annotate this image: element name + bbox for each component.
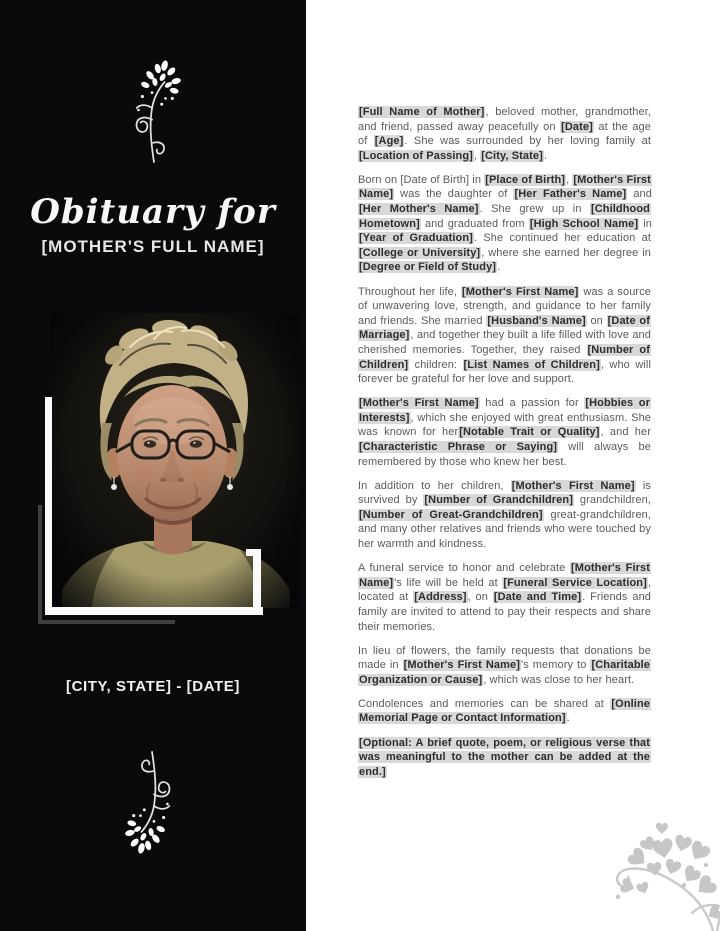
- placeholder-field: [Date]: [561, 120, 593, 133]
- page-title: Obituary for: [30, 192, 276, 232]
- body-text: In lieu of flowers, the family requests that donations be made in: [358, 644, 651, 672]
- body-text: children:: [409, 358, 463, 371]
- body-text: in: [639, 217, 652, 230]
- placeholder-field: [Number of Great-Grandchildren]: [359, 508, 543, 521]
- body-text: on: [586, 314, 607, 327]
- paragraph: [358, 561, 651, 634]
- placeholder-field: [Mother's First Name]: [359, 397, 479, 410]
- placeholder-field: [Mother's First Name]: [403, 659, 521, 672]
- placeholder-field: [College or University]: [359, 246, 481, 259]
- floral-sprig-icon: [119, 750, 187, 858]
- body-text: was a source of unwavering love, strength, and guidance to her family and friends. She married: [358, 285, 652, 327]
- mother-portrait-photo: [50, 313, 300, 608]
- body-text: grandchildren,: [573, 494, 652, 507]
- body-text: ,: [566, 173, 573, 186]
- photo-frame-right-line: [253, 549, 261, 615]
- obituary-body: [358, 105, 651, 789]
- paragraph: [358, 105, 651, 163]
- body-text: great-grandchildren, and many other relatives and friends who were touched by her warmth and kindness.: [358, 508, 652, 551]
- placeholder-field: [Her Mother's Name]: [359, 203, 479, 216]
- placeholder-field: [Full Name of Mother]: [359, 106, 485, 118]
- body-text: 's memory to: [521, 659, 591, 672]
- placeholder-field: [Address]: [414, 591, 467, 604]
- placeholder-field: [Age]: [374, 135, 404, 148]
- placeholder-field: [Number of Children]: [359, 343, 650, 371]
- city-date-placeholder: [CITY, STATE] - [DATE]: [65, 678, 240, 695]
- body-text: Born on [Date of Birth] in: [358, 173, 485, 186]
- placeholder-field: [Funeral Service Location]: [503, 576, 647, 589]
- placeholder-field: [Mother's First Name]: [359, 562, 650, 589]
- body-text: , located at: [358, 576, 651, 604]
- body-text: , which was close to her heart.: [483, 673, 635, 686]
- placeholder-field: [Mother's First Name]: [462, 285, 579, 298]
- photo-frame-shadow-vertical: [38, 505, 42, 624]
- body-text: , which she enjoyed with great enthusiasm. She was known for her: [358, 411, 651, 439]
- placeholder-field: [Location of Passing]: [359, 149, 473, 162]
- body-text: , on: [467, 591, 493, 604]
- title-block: [0, 192, 306, 257]
- body-text: will always be remembered by those who knew her best.: [358, 440, 651, 468]
- body-text: and graduated from: [420, 217, 529, 230]
- placeholder-field: [City, State]: [481, 149, 543, 162]
- paragraph: [358, 396, 651, 469]
- body-text: Condolences and memories can be shared at: [358, 697, 611, 710]
- left-panel: [0, 0, 306, 931]
- body-text: , where she earned her degree in: [481, 246, 651, 259]
- placeholder-field: [Husband's Name]: [487, 314, 586, 327]
- photo-frame-left-line: [45, 397, 52, 615]
- placeholder-field: [Online Memorial Page or Contact Information]: [359, 697, 650, 725]
- placeholder-field: [Year of Graduation]: [359, 232, 473, 245]
- paragraph: [358, 736, 651, 780]
- corner-floral-icon: [596, 821, 720, 931]
- body-text: . She grew up in: [479, 203, 590, 216]
- paragraph: [358, 285, 651, 387]
- body-text: , who will forever be grateful for her love and support.: [358, 358, 651, 386]
- body-text: at the age of: [358, 120, 651, 148]
- body-text: 's life will be held at: [394, 576, 503, 589]
- body-text: A funeral service to honor and celebrate: [358, 562, 571, 575]
- placeholder-field: [Characteristic Phrase or Saying]: [359, 440, 558, 453]
- placeholder-field: [Mother's First Name]: [511, 479, 635, 492]
- mother-name-placeholder: [MOTHER'S FULL NAME]: [41, 237, 265, 256]
- paragraph: [358, 479, 651, 552]
- photo-frame-shadow-horizontal: [38, 620, 175, 624]
- body-text: had a passion for: [479, 397, 585, 410]
- body-text: .: [566, 712, 570, 725]
- photo-frame-bottom-line: [45, 607, 263, 615]
- placeholder-field: [Number of Grandchildren]: [424, 494, 573, 507]
- body-text: .: [543, 149, 548, 162]
- body-text: is survived by: [358, 479, 651, 507]
- body-text: , and together they built a life filled with love and cherished memories. Together, they raised: [358, 329, 651, 356]
- body-text: , beloved mother, grandmother, and friend, passed away peacefully on: [358, 106, 652, 133]
- body-text: ,: [473, 149, 481, 162]
- body-text: , and her: [600, 426, 651, 439]
- photo-frame-right-cap: [246, 549, 261, 556]
- paragraph: [358, 173, 651, 275]
- placeholder-field: [Place of Birth]: [485, 173, 566, 186]
- placeholder-field: [Date of Marriage]: [359, 314, 650, 342]
- body-text: and: [627, 188, 652, 201]
- placeholder-field: [High School Name]: [529, 217, 639, 230]
- paragraph: [358, 697, 651, 726]
- body-text: Throughout her life,: [358, 285, 462, 298]
- body-text: was the daughter of: [394, 188, 514, 201]
- body-text: . Friends and family are invited to attend to pay their respects and share their memories.: [358, 591, 652, 633]
- floral-sprig-icon: [119, 56, 187, 164]
- placeholder-field: [Hobbies or Interests]: [359, 397, 651, 424]
- placeholder-field: [Optional: A brief quote, poem, or religious verse that was meaningful to the mother can be added at the end.]: [359, 736, 650, 778]
- placeholder-field: [Mother's First Name]: [359, 173, 651, 201]
- portrait-image: [50, 313, 300, 608]
- body-text: . She continued her education at: [473, 232, 651, 245]
- placeholder-field: [Her Father's Name]: [514, 188, 627, 201]
- placeholder-field: [List Names of Children]: [463, 358, 600, 371]
- body-text: .: [497, 261, 501, 274]
- placeholder-field: [Date and Time]: [493, 591, 582, 604]
- placeholder-field: [Charitable Organization or Cause]: [359, 659, 651, 686]
- placeholder-field: [Degree or Field of Study]: [359, 261, 497, 274]
- body-text: . She was surrounded by her loving family at: [404, 135, 651, 148]
- body-text: In addition to her children,: [358, 479, 511, 492]
- placeholder-field: [Notable Trait or Quality]: [459, 426, 600, 439]
- paragraph: [358, 644, 651, 688]
- placeholder-field: [Childhood Hometown]: [359, 203, 650, 230]
